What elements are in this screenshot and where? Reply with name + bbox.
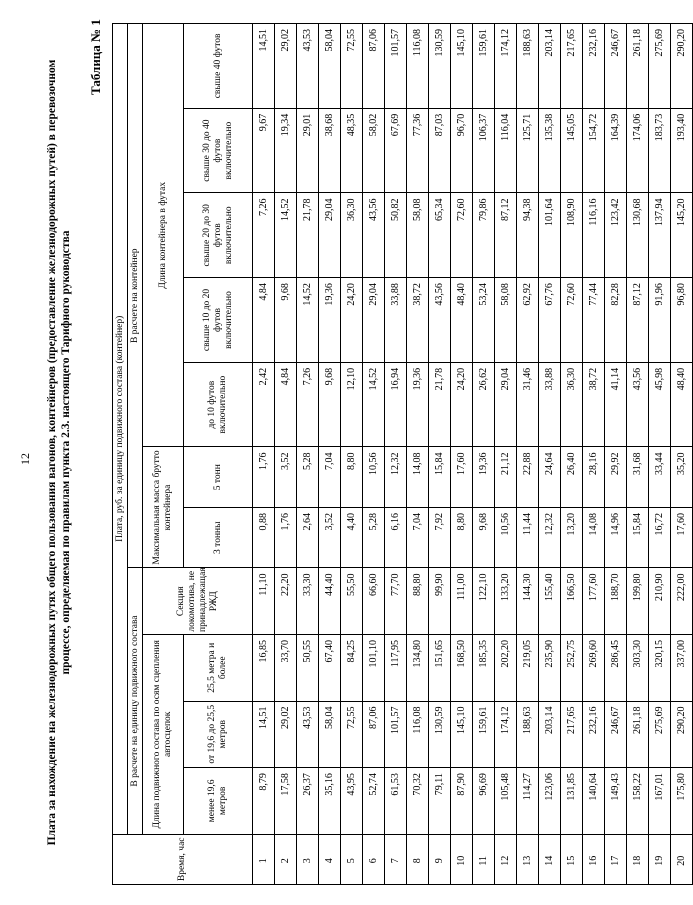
value-cell: 203,14 [539,701,561,768]
value-cell: 48,40 [671,362,693,447]
table-row [649,24,671,885]
value-cell: 79,11 [429,768,451,835]
header-per-rolling-stock: В расчете на единицу подвижного состава [128,568,143,834]
hour-cell: 17 [605,834,627,884]
value-cell: 5,28 [363,507,385,567]
table-row [583,24,605,885]
header-max-mass: Максимальная масса брутто контейнера [143,447,184,568]
value-cell: 166,50 [561,568,583,635]
value-cell: 130,59 [429,24,451,109]
value-cell: 337,00 [671,635,693,702]
value-cell: 2,42 [253,362,275,447]
value-cell: 43,56 [363,193,385,278]
value-cell: 72,55 [341,24,363,109]
value-cell: 8,80 [341,447,363,507]
value-cell: 145,10 [451,24,473,109]
value-cell: 303,30 [627,635,649,702]
value-cell: 67,40 [319,635,341,702]
hour-cell: 16 [583,834,605,884]
value-cell: 77,36 [407,108,429,193]
value-cell: 101,10 [363,635,385,702]
value-cell: 52,74 [363,768,385,835]
value-cell: 286,45 [605,635,627,702]
value-cell: 217,65 [561,24,583,109]
header-container-5: свыше 40 футов [184,24,253,109]
value-cell: 101,57 [385,701,407,768]
value-cell: 203,14 [539,24,561,109]
value-cell: 7,04 [319,447,341,507]
value-cell: 33,70 [275,635,297,702]
value-cell: 16,72 [649,507,671,567]
table-row [495,24,517,885]
value-cell: 38,72 [407,278,429,363]
table-row [253,24,275,885]
value-cell: 4,84 [275,362,297,447]
value-cell: 174,12 [495,701,517,768]
value-cell: 58,04 [319,24,341,109]
value-cell: 15,84 [627,507,649,567]
value-cell: 130,68 [627,193,649,278]
value-cell: 116,16 [583,193,605,278]
value-cell: 122,10 [473,568,495,635]
value-cell: 12,32 [385,447,407,507]
value-cell: 8,80 [451,507,473,567]
value-cell: 14,52 [363,362,385,447]
value-cell: 155,40 [539,568,561,635]
value-cell: 72,60 [561,278,583,363]
value-cell: 48,35 [341,108,363,193]
value-cell: 134,80 [407,635,429,702]
value-cell: 66,60 [363,568,385,635]
value-cell: 137,94 [649,193,671,278]
value-cell: 10,56 [363,447,385,507]
value-cell: 168,50 [451,635,473,702]
value-cell: 79,86 [473,193,495,278]
value-cell: 94,38 [517,193,539,278]
table-row [627,24,649,885]
value-cell: 14,51 [253,24,275,109]
value-cell: 13,20 [561,507,583,567]
value-cell: 246,67 [605,701,627,768]
value-cell: 50,55 [297,635,319,702]
value-cell: 159,61 [473,701,495,768]
header-length-axes: Длина подвижного состава по осям сцепления автосцепок [143,635,184,835]
value-cell: 48,40 [451,278,473,363]
tariff-table [112,23,693,885]
value-cell: 133,20 [495,568,517,635]
value-cell: 14,08 [407,447,429,507]
value-cell: 177,60 [583,568,605,635]
value-cell: 219,05 [517,635,539,702]
value-cell: 19,36 [319,278,341,363]
value-cell: 14,96 [605,507,627,567]
page-number: 12 [18,453,32,465]
value-cell: 8,79 [253,768,275,835]
value-cell: 9,68 [473,507,495,567]
value-cell: 275,69 [649,24,671,109]
value-cell: 164,39 [605,108,627,193]
value-cell: 0,88 [253,507,275,567]
hour-cell: 11 [473,834,495,884]
value-cell: 14,52 [297,278,319,363]
table-caption-line-1: Плата за нахождение на железнодорожных путях общего пользования вагонов, контейнеров (предоставление железнодорожных путей) в перевозочном [46,59,58,846]
value-cell: 26,37 [297,768,319,835]
table-body [253,24,693,885]
table-row [671,24,693,885]
value-cell: 9,68 [319,362,341,447]
header-container-1: до 10 футов включительно [184,362,253,447]
hour-cell: 15 [561,834,583,884]
value-cell: 43,56 [429,278,451,363]
value-cell: 199,80 [627,568,649,635]
value-cell: 232,16 [583,701,605,768]
value-cell: 252,75 [561,635,583,702]
value-cell: 7,26 [297,362,319,447]
value-cell: 36,30 [341,193,363,278]
value-cell: 87,03 [429,108,451,193]
value-cell: 7,92 [429,507,451,567]
table-row [275,24,297,885]
table-row [451,24,473,885]
value-cell: 28,16 [583,447,605,507]
value-cell: 29,92 [605,447,627,507]
table-row [297,24,319,885]
table-row [517,24,539,885]
value-cell: 174,06 [627,108,649,193]
value-cell: 88,80 [407,568,429,635]
value-cell: 261,18 [627,701,649,768]
value-cell: 108,90 [561,193,583,278]
value-cell: 116,08 [407,24,429,109]
value-cell: 320,15 [649,635,671,702]
value-cell: 193,40 [671,108,693,193]
value-cell: 65,34 [429,193,451,278]
value-cell: 87,12 [627,278,649,363]
value-cell: 188,63 [517,701,539,768]
value-cell: 159,61 [473,24,495,109]
hour-cell: 5 [341,834,363,884]
value-cell: 12,10 [341,362,363,447]
value-cell: 174,12 [495,24,517,109]
value-cell: 45,98 [649,362,671,447]
value-cell: 145,05 [561,108,583,193]
value-cell: 101,64 [539,193,561,278]
value-cell: 222,00 [671,568,693,635]
value-cell: 1,76 [275,507,297,567]
header-container-4: свыше 30 до 40 футов включительно [184,108,253,193]
value-cell: 91,96 [649,278,671,363]
hour-cell: 3 [297,834,319,884]
value-cell: 106,37 [473,108,495,193]
hour-cell: 13 [517,834,539,884]
value-cell: 275,69 [649,701,671,768]
value-cell: 17,58 [275,768,297,835]
value-cell: 33,44 [649,447,671,507]
value-cell: 116,04 [495,108,517,193]
value-cell: 3,52 [275,447,297,507]
value-cell: 19,36 [473,447,495,507]
value-cell: 41,14 [605,362,627,447]
value-cell: 9,68 [275,278,297,363]
value-cell: 24,20 [341,278,363,363]
value-cell: 29,01 [297,108,319,193]
value-cell: 14,08 [583,507,605,567]
value-cell: 35,20 [671,447,693,507]
value-cell: 87,90 [451,768,473,835]
value-cell: 61,53 [385,768,407,835]
value-cell: 87,12 [495,193,517,278]
value-cell: 22,20 [275,568,297,635]
value-cell: 29,04 [363,278,385,363]
header-len-2: от 19,6 до 25,5 метров [184,701,253,768]
value-cell: 125,71 [517,108,539,193]
table-row [561,24,583,885]
value-cell: 10,56 [495,507,517,567]
hour-cell: 2 [275,834,297,884]
header-per-container: В расчете на контейнер [128,24,143,568]
hour-cell: 10 [451,834,473,884]
value-cell: 50,82 [385,193,407,278]
value-cell: 145,20 [671,193,693,278]
table-row [385,24,407,885]
value-cell: 96,80 [671,278,693,363]
hour-cell: 4 [319,834,341,884]
value-cell: 261,18 [627,24,649,109]
hour-cell: 14 [539,834,561,884]
table-row [539,24,561,885]
value-cell: 11,10 [253,568,275,635]
value-cell: 232,16 [583,24,605,109]
hour-cell: 9 [429,834,451,884]
value-cell: 6,16 [385,507,407,567]
value-cell: 77,44 [583,278,605,363]
table-row [341,24,363,885]
value-cell: 154,72 [583,108,605,193]
value-cell: 235,90 [539,635,561,702]
value-cell: 29,04 [495,362,517,447]
value-cell: 67,69 [385,108,407,193]
value-cell: 4,84 [253,278,275,363]
value-cell: 14,52 [275,193,297,278]
value-cell: 29,04 [319,193,341,278]
value-cell: 24,64 [539,447,561,507]
value-cell: 9,67 [253,108,275,193]
value-cell: 43,56 [627,362,649,447]
value-cell: 26,40 [561,447,583,507]
value-cell: 55,50 [341,568,363,635]
value-cell: 21,12 [495,447,517,507]
value-cell: 151,65 [429,635,451,702]
value-cell: 19,34 [275,108,297,193]
value-cell: 35,16 [319,768,341,835]
table-row [429,24,451,885]
value-cell: 290,20 [671,24,693,109]
value-cell: 43,53 [297,701,319,768]
value-cell: 96,69 [473,768,495,835]
value-cell: 290,20 [671,701,693,768]
value-cell: 105,48 [495,768,517,835]
value-cell: 62,92 [517,278,539,363]
header-len-3: 25,5 метра и более [184,635,253,702]
value-cell: 210,90 [649,568,671,635]
value-cell: 31,46 [517,362,539,447]
hour-cell: 7 [385,834,407,884]
value-cell: 26,62 [473,362,495,447]
value-cell: 117,95 [385,635,407,702]
value-cell: 21,78 [429,362,451,447]
value-cell: 84,25 [341,635,363,702]
value-cell: 140,64 [583,768,605,835]
hour-cell: 20 [671,834,693,884]
table-row [407,24,429,885]
value-cell: 3,52 [319,507,341,567]
header-container-3: свыше 20 до 30 футов включительно [184,193,253,278]
hour-cell: 6 [363,834,385,884]
value-cell: 16,85 [253,635,275,702]
value-cell: 29,02 [275,701,297,768]
value-cell: 269,60 [583,635,605,702]
value-cell: 114,27 [517,768,539,835]
table-row [363,24,385,885]
value-cell: 7,04 [407,507,429,567]
value-cell: 12,32 [539,507,561,567]
value-cell: 77,70 [385,568,407,635]
hour-cell: 1 [253,834,275,884]
value-cell: 149,43 [605,768,627,835]
value-cell: 44,40 [319,568,341,635]
value-cell: 36,30 [561,362,583,447]
hour-cell: 12 [495,834,517,884]
value-cell: 19,36 [407,362,429,447]
value-cell: 188,70 [605,568,627,635]
value-cell: 246,67 [605,24,627,109]
header-mass-5t: 5 тонн [184,447,253,507]
header-container-length: Длина контейнера в футах [143,24,184,448]
value-cell: 111,00 [451,568,473,635]
hour-cell: 8 [407,834,429,884]
value-cell: 14,51 [253,701,275,768]
value-cell: 72,60 [451,193,473,278]
value-cell: 101,57 [385,24,407,109]
value-cell: 183,73 [649,108,671,193]
header-len-1: менее 19,6 метров [184,768,253,835]
value-cell: 58,08 [495,278,517,363]
header-container-2: свыше 10 до 20 футов включительно [184,278,253,363]
value-cell: 67,76 [539,278,561,363]
value-cell: 38,72 [583,362,605,447]
value-cell: 15,84 [429,447,451,507]
value-cell: 70,32 [407,768,429,835]
table-row [319,24,341,885]
value-cell: 58,02 [363,108,385,193]
value-cell: 16,94 [385,362,407,447]
value-cell: 96,70 [451,108,473,193]
value-cell: 33,30 [297,568,319,635]
value-cell: 17,60 [671,507,693,567]
value-cell: 33,88 [539,362,561,447]
value-cell: 1,76 [253,447,275,507]
hour-cell: 19 [649,834,671,884]
value-cell: 175,80 [671,768,693,835]
value-cell: 123,06 [539,768,561,835]
value-cell: 17,60 [451,447,473,507]
table-caption-line-2: процессе, определяемая по правилам пункта 2.3. настоящего Тарифного руководства [60,230,72,675]
value-cell: 22,88 [517,447,539,507]
value-cell: 144,30 [517,568,539,635]
value-cell: 87,06 [363,24,385,109]
value-cell: 145,10 [451,701,473,768]
header-fee: Плата, руб. за единицу подвижного состава (контейнер) [113,24,128,835]
value-cell: 58,08 [407,193,429,278]
value-cell: 158,22 [627,768,649,835]
value-cell: 116,08 [407,701,429,768]
value-cell: 38,68 [319,108,341,193]
value-cell: 135,38 [539,108,561,193]
value-cell: 53,24 [473,278,495,363]
value-cell: 5,28 [297,447,319,507]
value-cell: 11,44 [517,507,539,567]
value-cell: 130,59 [429,701,451,768]
value-cell: 43,53 [297,24,319,109]
value-cell: 72,55 [341,701,363,768]
header-locomotive: Секция локомотива, не принадлежащая РЖД [143,568,253,635]
value-cell: 99,90 [429,568,451,635]
value-cell: 185,35 [473,635,495,702]
header-mass-3t: 3 тонны [184,507,253,567]
value-cell: 167,01 [649,768,671,835]
table-row [605,24,627,885]
value-cell: 29,02 [275,24,297,109]
value-cell: 87,06 [363,701,385,768]
value-cell: 7,26 [253,193,275,278]
value-cell: 58,04 [319,701,341,768]
value-cell: 43,95 [341,768,363,835]
table-row [473,24,495,885]
value-cell: 131,85 [561,768,583,835]
value-cell: 188,63 [517,24,539,109]
value-cell: 24,20 [451,362,473,447]
value-cell: 82,28 [605,278,627,363]
table-title: Таблица № 1 [88,19,103,95]
hour-cell: 18 [627,834,649,884]
value-cell: 2,64 [297,507,319,567]
value-cell: 21,78 [297,193,319,278]
value-cell: 202,20 [495,635,517,702]
value-cell: 31,68 [627,447,649,507]
value-cell: 123,42 [605,193,627,278]
value-cell: 33,88 [385,278,407,363]
value-cell: 4,40 [341,507,363,567]
value-cell: 217,65 [561,701,583,768]
header-time: Время, час [113,834,253,884]
